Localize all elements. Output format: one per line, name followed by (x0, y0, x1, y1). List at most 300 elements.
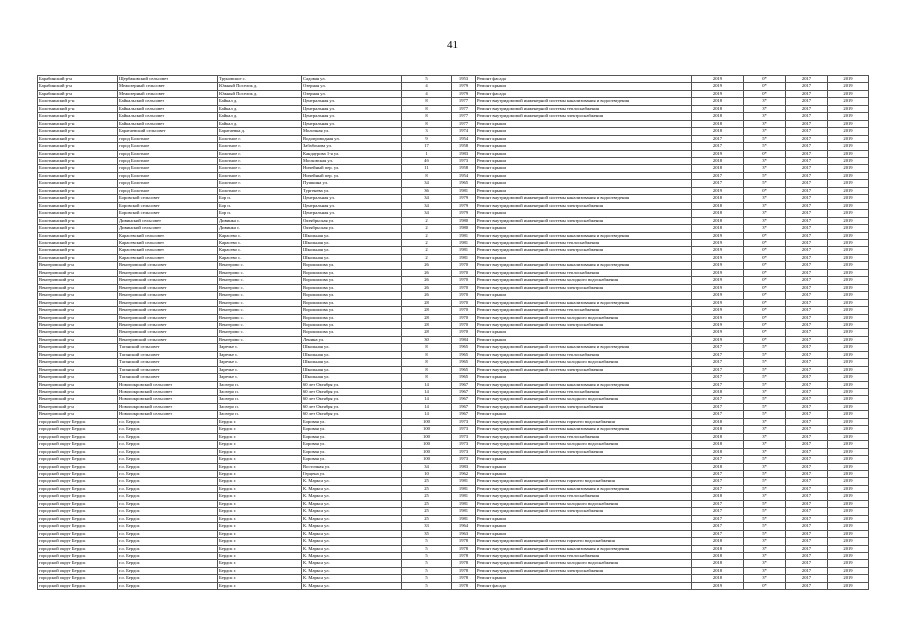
cell-locality: Болотное г. (218, 143, 302, 150)
cell-house-number: 25 (402, 493, 452, 500)
cell-score: 5* (744, 403, 786, 410)
cell-score: 5* (744, 359, 786, 366)
cell-work-type: Ремонт крыши (476, 150, 692, 157)
cell-house-number: 100 (402, 441, 452, 448)
cell-municipality: город Болотное (118, 187, 218, 194)
cell-build-year: 1977 (452, 120, 476, 127)
cell-house-number: 5 (402, 538, 452, 545)
cell-plan-year: 2017 (692, 135, 744, 142)
cell-plan-year: 2017 (692, 523, 744, 530)
cell-municipality: Боровской сельсовет (118, 210, 218, 217)
cell-house-number: 2 (402, 217, 452, 224)
cell-work-type: Ремонт крыши (476, 135, 692, 142)
cell-period-start: 2017 (786, 485, 828, 492)
cell-municipality: город Болотное (118, 157, 218, 164)
table-row (38, 307, 869, 314)
cell-score: 0* (744, 150, 786, 157)
cell-plan-year: 2018 (692, 210, 744, 217)
cell-locality: Венгерово с. (218, 292, 302, 299)
cell-build-year: 1981 (452, 187, 476, 194)
table-row (38, 500, 869, 507)
cell-score: 3* (744, 426, 786, 433)
cell-period-start: 2017 (786, 366, 828, 373)
cell-build-year: 1981 (452, 478, 476, 485)
cell-house-number: 17 (402, 143, 452, 150)
cell-street: Герцена ул. (302, 471, 402, 478)
cell-plan-year: 2019 (692, 299, 744, 306)
cell-locality: Бердск г. (218, 471, 302, 478)
cell-district: Болотнинский р-н (38, 225, 118, 232)
cell-district: Венгеровский р-н (38, 284, 118, 291)
cell-locality: Бердск г. (218, 493, 302, 500)
cell-locality: Венгерово с. (218, 329, 302, 336)
table-row (38, 143, 869, 150)
cell-house-number: 26 (402, 284, 452, 291)
table-row (38, 448, 869, 455)
table-row (38, 284, 869, 291)
cell-plan-year: 2017 (692, 351, 744, 358)
cell-locality: Бердск г. (218, 530, 302, 537)
table-row (38, 530, 869, 537)
table-row (38, 180, 869, 187)
capital-repair-table (37, 75, 869, 590)
cell-locality: Венгерово с. (218, 277, 302, 284)
table-row (38, 195, 869, 202)
cell-locality: Бердск г. (218, 500, 302, 507)
cell-build-year: 1978 (452, 553, 476, 560)
cell-score: 5* (744, 374, 786, 381)
cell-municipality: г.о. Бердск (118, 485, 218, 492)
table-row (38, 262, 869, 269)
cell-work-type: Ремонт крыши (476, 530, 692, 537)
cell-district: Венгеровский р-н (38, 366, 118, 373)
cell-plan-year: 2019 (692, 262, 744, 269)
cell-score: 3* (744, 157, 786, 164)
cell-district: Болотнинский р-н (38, 210, 118, 217)
cell-house-number: 8 (402, 351, 452, 358)
cell-plan-year: 2019 (692, 247, 744, 254)
cell-house-number: 5 (402, 76, 452, 83)
cell-municipality: Карасевский сельсовет (118, 254, 218, 261)
cell-plan-year: 2017 (692, 500, 744, 507)
cell-plan-year: 2017 (692, 143, 744, 150)
cell-period-start: 2017 (786, 113, 828, 120)
cell-locality: Бердск г. (218, 426, 302, 433)
cell-period-end: 2019 (828, 508, 869, 515)
cell-house-number: 2 (402, 254, 452, 261)
cell-period-end: 2019 (828, 538, 869, 545)
cell-work-type: Ремонт внутридомовой инженерной системы электроснабжения (476, 448, 692, 455)
cell-period-end: 2019 (828, 76, 869, 83)
cell-period-end: 2019 (828, 254, 869, 261)
cell-period-end: 2019 (828, 515, 869, 522)
table-row (38, 560, 869, 567)
cell-district: городской округ Бердск (38, 545, 118, 552)
cell-house-number: 14 (402, 403, 452, 410)
cell-work-type: Ремонт крыши (476, 83, 692, 90)
cell-plan-year: 2018 (692, 538, 744, 545)
cell-build-year: 1981 (452, 508, 476, 515)
cell-period-start: 2017 (786, 493, 828, 500)
cell-work-type: Ремонт внутридомовой инженерной системы канализования и водоотведения (476, 381, 692, 388)
cell-period-end: 2019 (828, 187, 869, 194)
cell-score: 3* (744, 493, 786, 500)
cell-work-type: Ремонт внутридомовой инженерной системы холодного водоснабжения (476, 500, 692, 507)
table-row (38, 157, 869, 164)
table-row (38, 314, 869, 321)
cell-build-year: 1978 (452, 545, 476, 552)
cell-street: Пушкина ул. (302, 180, 402, 187)
cell-plan-year: 2018 (692, 105, 744, 112)
cell-district: Болотнинский р-н (38, 217, 118, 224)
cell-build-year: 1965 (452, 180, 476, 187)
cell-period-end: 2019 (828, 284, 869, 291)
cell-district: Болотнинский р-н (38, 195, 118, 202)
cell-house-number: 5 (402, 553, 452, 560)
cell-build-year: 1954 (452, 135, 476, 142)
cell-work-type: Ремонт внутридомовой инженерной системы электроснабжения (476, 508, 692, 515)
cell-district: городской округ Бердск (38, 448, 118, 455)
cell-street: Боровая ул. (302, 426, 402, 433)
cell-build-year: 1967 (452, 403, 476, 410)
cell-period-start: 2017 (786, 500, 828, 507)
cell-period-end: 2019 (828, 441, 869, 448)
cell-locality: Болотное г. (218, 172, 302, 179)
cell-house-number: 36 (402, 187, 452, 194)
cell-build-year: 1962 (452, 471, 476, 478)
cell-score: 5* (744, 485, 786, 492)
cell-street: К. Маркса ул. (302, 567, 402, 574)
cell-house-number: 100 (402, 433, 452, 440)
cell-period-end: 2019 (828, 433, 869, 440)
cell-street: Тургенева ул. (302, 187, 402, 194)
cell-street: 60 лет Октября ул. (302, 389, 402, 396)
cell-house-number: 28 (402, 329, 452, 336)
cell-district: Венгеровский р-н (38, 374, 118, 381)
cell-score: 5* (744, 180, 786, 187)
cell-score: 5* (744, 366, 786, 373)
cell-build-year: 1981 (452, 247, 476, 254)
cell-house-number: 25 (402, 478, 452, 485)
cell-street: Кандаурова 1-я ул. (302, 150, 402, 157)
cell-work-type: Ремонт внутридомовой инженерной системы электроснабжения (476, 217, 692, 224)
cell-locality: Заречье с. (218, 344, 302, 351)
table-row (38, 217, 869, 224)
cell-score: 3* (744, 567, 786, 574)
cell-plan-year: 2019 (692, 307, 744, 314)
cell-district: Венгеровский р-н (38, 396, 118, 403)
cell-house-number: 2 (402, 247, 452, 254)
cell-locality: Бердск г. (218, 553, 302, 560)
table-row (38, 463, 869, 470)
cell-plan-year: 2017 (692, 478, 744, 485)
cell-plan-year: 2017 (692, 396, 744, 403)
cell-locality: Байкал д. (218, 105, 302, 112)
cell-work-type: Ремонт крыши (476, 157, 692, 164)
cell-score: 0* (744, 292, 786, 299)
cell-work-type: Ремонт внутридомовой инженерной системы канализования и водоотведения (476, 344, 692, 351)
cell-street: Боровая ул. (302, 433, 402, 440)
cell-period-end: 2019 (828, 493, 869, 500)
table-row (38, 344, 869, 351)
cell-period-end: 2019 (828, 329, 869, 336)
cell-period-end: 2019 (828, 128, 869, 135)
table-row (38, 575, 869, 582)
cell-municipality: г.о. Бердск (118, 515, 218, 522)
cell-period-start: 2017 (786, 321, 828, 328)
cell-street: Ворошилова ул. (302, 329, 402, 336)
table-row (38, 523, 869, 530)
cell-plan-year: 2018 (692, 433, 744, 440)
table-row (38, 321, 869, 328)
cell-plan-year: 2018 (692, 553, 744, 560)
cell-district: Болотнинский р-н (38, 180, 118, 187)
table-row (38, 433, 869, 440)
cell-period-start: 2017 (786, 307, 828, 314)
cell-district: городской округ Бердск (38, 433, 118, 440)
cell-work-type: Ремонт внутридомовой инженерной системы горячего водоснабжения (476, 418, 692, 425)
cell-locality: Карасево с. (218, 239, 302, 246)
cell-plan-year: 2017 (692, 508, 744, 515)
cell-build-year: 1965 (452, 359, 476, 366)
cell-period-end: 2019 (828, 359, 869, 366)
cell-house-number: 26 (402, 269, 452, 276)
cell-plan-year: 2017 (692, 471, 744, 478)
cell-district: Венгеровский р-н (38, 389, 118, 396)
cell-period-start: 2017 (786, 98, 828, 105)
cell-work-type: Ремонт внутридомовой инженерной системы холодного водоснабжения (476, 277, 692, 284)
cell-build-year: 1973 (452, 433, 476, 440)
cell-house-number: 5 (402, 560, 452, 567)
cell-work-type: Ремонт внутридомовой инженерной системы холодного водоснабжения (476, 314, 692, 321)
cell-score: 5* (744, 523, 786, 530)
cell-build-year: 1980 (452, 225, 476, 232)
cell-house-number: 5 (402, 545, 452, 552)
cell-score: 0* (744, 329, 786, 336)
table-row (38, 351, 869, 358)
cell-work-type: Ремонт внутридомовой инженерной системы теплоснабжения (476, 351, 692, 358)
cell-district: Венгеровский р-н (38, 314, 118, 321)
cell-period-end: 2019 (828, 389, 869, 396)
cell-street: Центральная ул. (302, 210, 402, 217)
cell-municipality: Щербаковский сельсовет (118, 76, 218, 83)
cell-score: 5* (744, 351, 786, 358)
cell-house-number: 100 (402, 426, 452, 433)
cell-locality: Венгерово с. (218, 299, 302, 306)
cell-build-year: 1980 (452, 217, 476, 224)
table-row (38, 277, 869, 284)
cell-house-number: 3 (402, 128, 452, 135)
cell-score: 0* (744, 321, 786, 328)
cell-street: К. Маркса ул. (302, 553, 402, 560)
cell-plan-year: 2017 (692, 172, 744, 179)
cell-street: Ленина ул. (302, 336, 402, 343)
cell-work-type: Ремонт крыши (476, 456, 692, 463)
cell-locality: Дивинка с. (218, 225, 302, 232)
cell-house-number: 28 (402, 299, 452, 306)
table-row (38, 239, 869, 246)
cell-house-number: 25 (402, 508, 452, 515)
cell-work-type: Ремонт фасада (476, 582, 692, 589)
cell-score: 3* (744, 202, 786, 209)
cell-build-year: 1970 (452, 277, 476, 284)
cell-period-start: 2017 (786, 545, 828, 552)
cell-score: 5* (744, 396, 786, 403)
cell-period-start: 2017 (786, 90, 828, 97)
cell-house-number: 8 (402, 344, 452, 351)
cell-period-end: 2019 (828, 471, 869, 478)
cell-period-start: 2017 (786, 292, 828, 299)
cell-plan-year: 2019 (692, 232, 744, 239)
cell-work-type: Ремонт крыши (476, 254, 692, 261)
table-row (38, 456, 869, 463)
cell-municipality: Боровской сельсовет (118, 202, 218, 209)
cell-build-year: 1983 (452, 150, 476, 157)
cell-work-type: Ремонт крыши (476, 336, 692, 343)
cell-municipality: Венгеровский сельсовет (118, 284, 218, 291)
cell-score: 0* (744, 582, 786, 589)
cell-municipality: г.о. Бердск (118, 433, 218, 440)
cell-period-end: 2019 (828, 381, 869, 388)
cell-district: Болотнинский р-н (38, 135, 118, 142)
cell-build-year: 1981 (452, 493, 476, 500)
cell-street: Школьная ул. (302, 254, 402, 261)
cell-period-start: 2017 (786, 530, 828, 537)
cell-score: 0* (744, 187, 786, 194)
cell-street: Школьная ул. (302, 344, 402, 351)
cell-municipality: г.о. Бердск (118, 560, 218, 567)
table-row (38, 128, 869, 135)
cell-district: городской округ Бердск (38, 426, 118, 433)
cell-house-number: 100 (402, 448, 452, 455)
cell-build-year: 1979 (452, 90, 476, 97)
cell-district: Венгеровский р-н (38, 411, 118, 418)
cell-build-year: 1979 (452, 83, 476, 90)
cell-house-number: 100 (402, 418, 452, 425)
cell-work-type: Ремонт внутридомовой инженерной системы теплоснабжения (476, 269, 692, 276)
cell-street: К. Маркса ул. (302, 508, 402, 515)
cell-plan-year: 2019 (692, 277, 744, 284)
cell-work-type: Ремонт внутридомовой инженерной системы канализования и водоотведения (476, 299, 692, 306)
cell-locality: Байкал д. (218, 113, 302, 120)
cell-house-number: 11 (402, 165, 452, 172)
cell-build-year: 1979 (452, 210, 476, 217)
cell-locality: Бердск г. (218, 560, 302, 567)
cell-locality: Венгерово с. (218, 262, 302, 269)
table-row (38, 172, 869, 179)
cell-period-end: 2019 (828, 90, 869, 97)
cell-work-type: Ремонт внутридомовой инженерной системы канализования и водоотведения (476, 485, 692, 492)
table-row (38, 411, 869, 418)
cell-district: городской округ Бердск (38, 463, 118, 470)
cell-municipality: город Болотное (118, 180, 218, 187)
cell-locality: Бердск г. (218, 523, 302, 530)
cell-work-type: Ремонт внутридомовой инженерной системы теплоснабжения (476, 389, 692, 396)
cell-municipality: Байкальский сельсовет (118, 113, 218, 120)
cell-work-type: Ремонт внутридомовой инженерной системы холодного водоснабжения (476, 441, 692, 448)
cell-build-year: 1979 (452, 195, 476, 202)
cell-house-number: 34 (402, 202, 452, 209)
cell-district: городской округ Бердск (38, 471, 118, 478)
cell-municipality: г.о. Бердск (118, 478, 218, 485)
cell-period-end: 2019 (828, 105, 869, 112)
cell-plan-year: 2017 (692, 485, 744, 492)
cell-score: 0* (744, 254, 786, 261)
cell-score: 3* (744, 105, 786, 112)
cell-work-type: Ремонт крыши (476, 471, 692, 478)
cell-period-start: 2017 (786, 187, 828, 194)
cell-locality: Заозеро п. (218, 396, 302, 403)
cell-house-number: 9 (402, 135, 452, 142)
cell-period-end: 2019 (828, 210, 869, 217)
cell-street: Восточная ул. (302, 463, 402, 470)
cell-locality: Бердск г. (218, 508, 302, 515)
cell-district: Венгеровский р-н (38, 307, 118, 314)
cell-period-end: 2019 (828, 225, 869, 232)
cell-period-start: 2017 (786, 560, 828, 567)
cell-period-start: 2017 (786, 172, 828, 179)
cell-plan-year: 2017 (692, 530, 744, 537)
cell-district: Барабинский р-н (38, 83, 118, 90)
cell-build-year: 1970 (452, 262, 476, 269)
cell-locality: Заозеро п. (218, 411, 302, 418)
cell-score: 3* (744, 98, 786, 105)
cell-street: Озерная ул. (302, 83, 402, 90)
cell-period-end: 2019 (828, 135, 869, 142)
cell-build-year: 1970 (452, 284, 476, 291)
cell-district: Венгеровский р-н (38, 403, 118, 410)
cell-house-number: 33 (402, 523, 452, 530)
cell-district: Болотнинский р-н (38, 120, 118, 127)
cell-locality: Болотное г. (218, 165, 302, 172)
table-row (38, 553, 869, 560)
cell-plan-year: 2018 (692, 545, 744, 552)
cell-plan-year: 2018 (692, 225, 744, 232)
cell-period-end: 2019 (828, 180, 869, 187)
cell-locality: Бердск г. (218, 478, 302, 485)
cell-work-type: Ремонт крыши (476, 411, 692, 418)
cell-plan-year: 2019 (692, 83, 744, 90)
cell-score: 5* (744, 515, 786, 522)
cell-street: К. Маркса ул. (302, 530, 402, 537)
table-row (38, 478, 869, 485)
cell-score: 3* (744, 113, 786, 120)
cell-build-year: 1981 (452, 254, 476, 261)
cell-build-year: 1958 (452, 165, 476, 172)
cell-plan-year: 2018 (692, 389, 744, 396)
cell-work-type: Ремонт фасада (476, 90, 692, 97)
cell-work-type: Ремонт внутридомовой инженерной системы электроснабжения (476, 284, 692, 291)
cell-period-start: 2017 (786, 284, 828, 291)
cell-municipality: Карасевский сельсовет (118, 239, 218, 246)
cell-score: 0* (744, 299, 786, 306)
cell-municipality: Венгеровский сельсовет (118, 269, 218, 276)
cell-plan-year: 2018 (692, 575, 744, 582)
table-row (38, 582, 869, 589)
cell-locality: Болотное г. (218, 135, 302, 142)
cell-district: городской округ Бердск (38, 508, 118, 515)
cell-period-start: 2017 (786, 456, 828, 463)
cell-plan-year: 2017 (692, 344, 744, 351)
cell-work-type: Ремонт внутридомовой инженерной системы электроснабжения (476, 247, 692, 254)
cell-work-type: Ремонт внутридомовой инженерной системы теплоснабжения (476, 493, 692, 500)
cell-work-type: Ремонт крыши (476, 210, 692, 217)
cell-house-number: 28 (402, 314, 452, 321)
cell-build-year: 1977 (452, 113, 476, 120)
table-row (38, 381, 869, 388)
cell-house-number: 26 (402, 292, 452, 299)
cell-municipality: г.о. Бердск (118, 441, 218, 448)
